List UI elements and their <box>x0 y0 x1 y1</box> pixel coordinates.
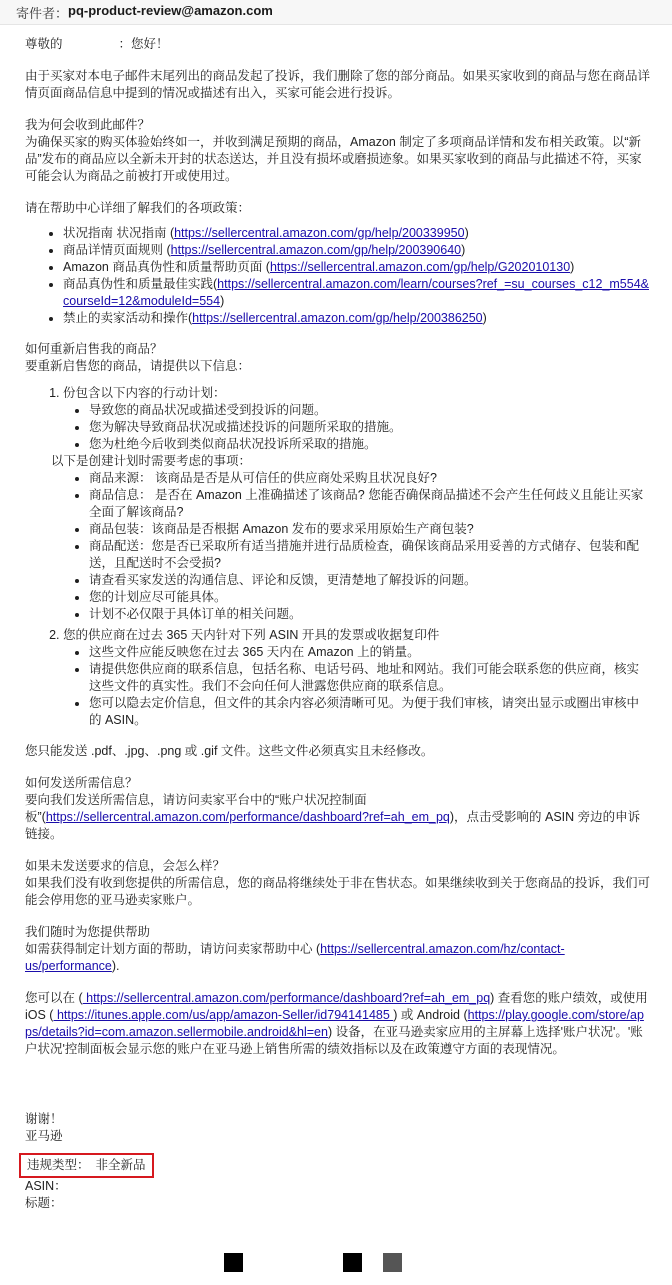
policy-link[interactable]: https://sellercentral.amazon.com/learn/courses?ref_=su_courses_c12_m554&courseId=12&moduleId=554 <box>63 277 649 308</box>
sender-label: 寄件者： <box>16 6 69 21</box>
dashboard-section: 您可以在 ( https://sellercentral.amazon.com/performance/dashboard?ref=ah_em_pq) 查看您的账户绩效，或使用 iOS ( https://itunes.apple.com/us/app/amazon-Seller/id794141485 ) 或 Android (https://play.google.com/store/apps/details?id=com.amazon.sellermobile.android&hl=en) 设备，在亚马逊卖家应用的主屏幕上选择'账户状况'。'账户状况'控制面板会显示您的账户在亚马逊上销售所需的绩效指标以及在政策遵守方面的表现情况。 <box>25 991 648 1056</box>
policy-item: • 商品真伪性和质量最佳实践(https://sellercentral.amazon.com/learn/courses?ref_=su_courses_c12_m554&courseId=12&moduleId=554) <box>63 276 650 310</box>
policy-item: • 状况指南 状况指南 (https://sellercentral.amazon.com/gp/help/200339950) <box>63 225 650 242</box>
help-section: 我们随时为您提供帮助 如需获得制定计划方面的帮助，请访问卖家帮助中心 (https://sellercentral.amazon.com/hz/contact-us/performance). <box>25 925 565 973</box>
redaction-block <box>343 1253 362 1272</box>
step1-list <box>63 402 650 453</box>
policy-item: • 禁止的卖家活动和操作(https://sellercentral.amazon.com/gp/help/200386250) <box>63 310 650 327</box>
policy-link[interactable]: https://sellercentral.amazon.com/gp/help/G202010130 <box>269 260 571 274</box>
list-item: • 商品包装：该商品是否根据 Amazon 发布的要求采用原始生产商包装? <box>89 521 650 538</box>
not-send-body: 如果我们没有收到您提供的所需信息，您的商品将继续处于非在售状态。如果继续收到关于您商品的投诉，我们可能会停用您的亚马逊卖家账户。 <box>25 876 651 907</box>
greeting <box>25 36 650 53</box>
dashboard-link[interactable]: https://sellercentral.amazon.com/performance/dashboard?ref=ah_em_pq <box>45 810 450 824</box>
greeting-prefix: 尊敬的 <box>25 37 63 51</box>
performance-link[interactable]: https://sellercentral.amazon.com/performance/dashboard?ref=ah_em_pq <box>82 991 491 1005</box>
violation-value: 非全新品 <box>95 1158 146 1172</box>
policy-link[interactable]: https://sellercentral.amazon.com/gp/help/200390640 <box>170 243 462 257</box>
why-title: 我为何会收到此邮件？ <box>25 118 151 132</box>
android-app-link[interactable]: https://play.google.com/store/apps/details?id=com.amazon.sellermobile.android&hl=en <box>25 1008 644 1039</box>
greeting-suffix: ：您好！ <box>118 37 169 51</box>
considerations-title: 以下是创建计划时需要考虑的事项： <box>51 454 252 468</box>
asin-label: ASIN： <box>25 1179 67 1193</box>
considerations-list <box>63 470 650 623</box>
list-item: • 您为解决导致商品状况或描述投诉的问题所采取的措施。 <box>89 419 650 436</box>
thanks: 谢谢！ <box>25 1112 63 1126</box>
not-send-section <box>25 858 650 909</box>
spacer <box>25 1073 650 1111</box>
how-send-section: 如何发送所需信息？ 要向我们发送所需信息，请访问卖家平台中的“账户状况控制面板”(https://sellercentral.amazon.com/performance/dashboard?ref=ah_em_pq)，点击受影响的 ASIN 旁边的申诉链接。 <box>25 776 641 841</box>
list-item: • 请提供您供应商的联系信息，包括名称、电话号码、地址和网站。我们可能会联系您的供应商，核实这些文件的真实性。我们不会向任何人泄露您供应商的联系信息。 <box>89 661 650 695</box>
help-title: 我们随时为您提供帮助 <box>25 925 151 939</box>
signature: 亚马逊 <box>25 1129 63 1143</box>
step-action-plan <box>51 385 650 623</box>
email-body <box>25 36 650 1212</box>
policy-link[interactable]: https://sellercentral.amazon.com/gp/help/200339950 <box>174 226 465 240</box>
relist-title: 如何重新启售我的商品？ <box>25 342 163 356</box>
relist-section <box>25 341 650 375</box>
list-item: • 计划不必仅限于具体订单的相关问题。 <box>89 606 650 623</box>
policies-intro: 请在帮助中心详细了解我们的各项政策： <box>25 201 251 215</box>
contact-us-link[interactable]: https://sellercentral.amazon.com/hz/contact-us/performance <box>25 942 565 973</box>
how-send-title: 如何发送所需信息？ <box>25 776 138 790</box>
intro-paragraph: 由于买家对本电子邮件末尾列出的商品发起了投诉，我们删除了您的部分商品。如果买家收到的商品与您在商品详情页面商品信息中提到的情况或描述有出入，买家可能会进行投诉。 <box>25 69 651 100</box>
email-header <box>0 0 672 25</box>
relist-steps <box>25 385 650 729</box>
step2-title: 您的供应商在过去 365 天内针对下列 ASIN 开具的发票或收据复印件 <box>63 628 440 642</box>
sender-email[interactable]: pq-product-review@amazon.com <box>68 3 273 18</box>
not-send-title: 如果未发送要求的信息，会怎么样？ <box>25 859 226 873</box>
list-item: • 商品来源： 该商品是否是从可信任的供应商处采购且状况良好? <box>89 470 650 487</box>
redaction-block <box>383 1253 402 1272</box>
policies-list <box>25 225 650 327</box>
list-item: • 您可以隐去定价信息，但文件的其余内容必须清晰可见。为便于我们审核，请突出显示或圈出审核中的 ASIN。 <box>89 695 650 729</box>
list-item: • 这些文件应能反映您在过去 365 天内在 Amazon 上的销量。 <box>89 644 650 661</box>
why-section <box>25 117 650 185</box>
closing <box>25 1111 650 1145</box>
title-label: 标题： <box>25 1196 63 1210</box>
redaction-block <box>224 1253 243 1272</box>
step2-list <box>63 644 650 729</box>
policy-item: • 商品详情页面规则 (https://sellercentral.amazon.com/gp/help/200390640) <box>63 242 650 259</box>
list-item: • 请查看买家发送的沟通信息、评论和反馈，更清楚地了解投诉的问题。 <box>89 572 650 589</box>
violation-type-box <box>19 1153 154 1178</box>
step-invoices <box>63 627 650 729</box>
policy-item: • Amazon 商品真伪性和质量帮助页面 (https://sellercentral.amazon.com/gp/help/G202010130) <box>63 259 650 276</box>
list-item: • 您为杜绝今后收到类似商品状况投诉所采取的措施。 <box>89 436 650 453</box>
list-item: • 您的计划应尽可能具体。 <box>89 589 650 606</box>
policy-link[interactable]: https://sellercentral.amazon.com/gp/help/200386250 <box>192 311 483 325</box>
violation-label: 违规类型： <box>27 1158 90 1172</box>
why-body: 为确保买家的购买体验始终如一，并收到满足预期的商品，Amazon 制定了多项商品详情和发布相关政策。以“新品”发布的商品应以全新未开封的状态送达，并且没有损坏或磨损迹象。如果买家收到的商品与此描述不符，买家可能会认为商品之前被打开或使用过。 <box>25 135 642 183</box>
file-types-note: 您只能发送 .pdf、.jpg、.png 或 .gif 文件。这些文件必须真实且未经修改。 <box>25 744 434 758</box>
list-item: • 导致您的商品状况或描述受到投诉的问题。 <box>89 402 650 419</box>
step1-title: 份包含以下内容的行动计划： <box>63 386 226 400</box>
list-item: • 商品配送：您是否已采取所有适当措施并进行品质检查，确保该商品采用妥善的方式储存、包装和配送，且配送时不会受损? <box>89 538 650 572</box>
list-item: • 商品信息： 是否在 Amazon 上准确描述了该商品? 您能否确保商品描述不会产生任何歧义且能让买家全面了解该商品? <box>89 487 650 521</box>
ios-app-link[interactable]: https://itunes.apple.com/us/app/amazon-Seller/id794141485 <box>53 1008 394 1022</box>
relist-body: 要重新启售您的商品，请提供以下信息： <box>25 359 251 373</box>
